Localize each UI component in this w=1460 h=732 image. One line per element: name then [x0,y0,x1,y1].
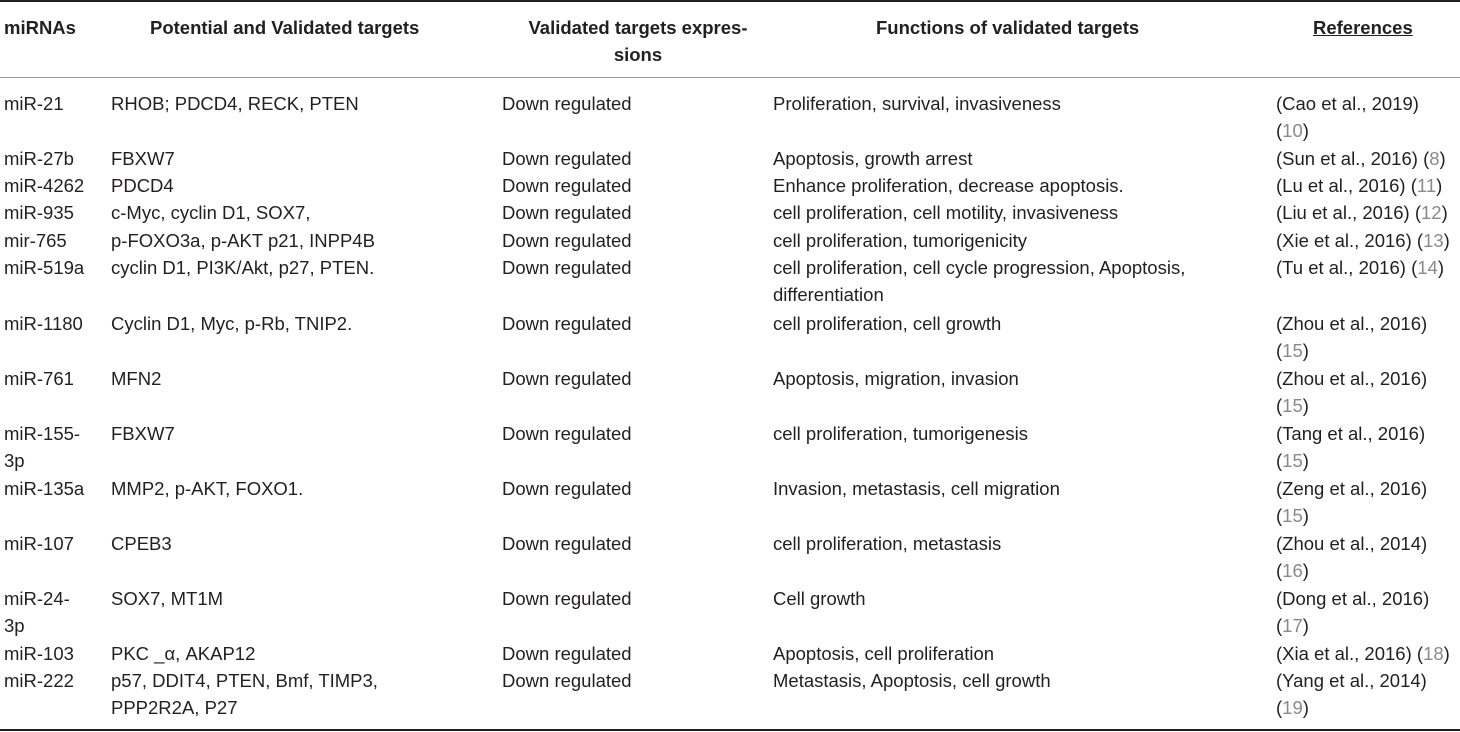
citation-link[interactable]: 11 [1416,175,1437,196]
header-expression [508,14,768,68]
targets-cell [111,310,352,337]
mirna-cell [4,254,84,281]
reference-text: (Liu et al., 2016) [1276,202,1410,223]
citation-link[interactable]: 18 [1423,643,1444,664]
citation-paren: ( [1423,148,1430,169]
citation-paren: ( [1276,505,1283,526]
mirna-cell-line: miR-107 [4,533,74,554]
targets-cell-line: p-FOXO3a, p-AKT p21, INPP4B [111,230,375,251]
expression-cell: Down regulated [502,368,632,389]
functions-cell-line: Proliferation, survival, invasiveness [773,93,1061,114]
reference-text: (Tu et al., 2016) [1276,257,1406,278]
mirna-cell [4,585,70,639]
header-expression-line2: sions [613,44,663,65]
functions-cell-line: cell proliferation, tumorigenesis [773,423,1029,444]
mirna-cell [4,227,67,254]
targets-cell-line: PPP2R2A, P27 [111,697,238,718]
citation-paren: ) [1302,560,1309,581]
citation-link[interactable]: 14 [1417,257,1438,278]
targets-cell [111,199,310,226]
reference-cell [1276,585,1429,639]
targets-cell-line: Cyclin D1, Myc, p-Rb, TNIP2. [111,313,353,334]
mirna-cell-line: miR-519a [4,257,85,278]
targets-cell [111,640,255,667]
functions-cell-line: cell proliferation, cell cycle progression, Apoptosis, [773,257,1186,278]
mirna-cell-line: mir-765 [4,230,67,251]
mirna-cell-line: miR-21 [4,93,64,114]
citation-link[interactable]: 16 [1282,560,1303,581]
citation-paren: ( [1276,697,1283,718]
functions-cell-line: Apoptosis, migration, invasion [773,368,1019,389]
reference-cell [1276,530,1427,584]
citation-paren: ) [1302,120,1309,141]
table-top-rule [0,0,1460,2]
targets-cell-line: RHOB; PDCD4, RECK, PTEN [111,93,359,114]
citation-paren: ) [1302,697,1309,718]
reference-cell [1276,254,1444,281]
mirna-cell [4,145,74,172]
citation-paren: ) [1443,643,1450,664]
targets-cell [111,90,359,117]
reference-cell [1276,199,1448,226]
reference-cell [1276,475,1427,529]
functions-cell-line: cell proliferation, cell motility, invasiveness [773,202,1119,223]
citation-paren: ) [1439,148,1446,169]
reference-text: (Yang et al., 2014) [1276,670,1427,691]
reference-text: (Tang et al., 2016) [1276,423,1426,444]
expression-cell: Down regulated [502,93,632,114]
mirna-cell [4,199,74,226]
targets-cell-line: cyclin D1, PI3K/Akt, p27, PTEN. [111,257,375,278]
reference-cell [1276,420,1425,474]
expression-cell: Down regulated [502,257,632,278]
citation-paren: ) [1302,505,1309,526]
targets-cell-line: FBXW7 [111,148,175,169]
reference-cell [1276,365,1427,419]
expression-cell: Down regulated [502,588,632,609]
citation-paren: ( [1410,175,1417,196]
header-references[interactable]: References [1313,17,1413,38]
citation-link[interactable]: 12 [1421,202,1442,223]
mirna-cell-line: miR-135a [4,478,85,499]
mirna-cell-line: miR-1180 [4,313,83,334]
citation-paren: ) [1302,340,1309,361]
citation-paren: ( [1276,560,1283,581]
citation-paren: ( [1411,257,1418,278]
functions-cell [773,254,1185,308]
reference-text: (Sun et al., 2016) [1276,148,1418,169]
functions-cell-line: cell proliferation, cell growth [773,313,1002,334]
citation-link[interactable]: 19 [1282,697,1303,718]
expression-cell: Down regulated [502,202,632,223]
targets-cell-line: PKC _α, AKAP12 [111,643,256,664]
citation-paren: ( [1276,450,1283,471]
targets-cell [111,667,378,721]
mirna-cell-line: miR-761 [4,368,74,389]
expression-cell: Down regulated [502,670,632,691]
targets-cell-line: SOX7, MT1M [111,588,224,609]
functions-cell-line: Apoptosis, cell proliferation [773,643,995,664]
citation-paren: ) [1302,395,1309,416]
reference-cell [1276,640,1450,667]
citation-paren: ( [1276,615,1283,636]
functions-cell [773,145,972,172]
expression-cell: Down regulated [502,533,632,554]
expression-cell: Down regulated [502,175,632,196]
citation-link[interactable]: 15 [1282,505,1303,526]
mirna-cell-line: miR-222 [4,670,74,691]
expression-cell: Down regulated [502,643,632,664]
header-divider [0,77,1460,78]
reference-text: (Dong et al., 2016) [1276,588,1430,609]
citation-link[interactable]: 13 [1423,230,1444,251]
functions-cell [773,475,1060,502]
citation-paren: ) [1441,202,1448,223]
expression-cell: Down regulated [502,148,632,169]
targets-cell [111,420,175,447]
mirna-cell-line: miR-155- [4,423,81,444]
reference-cell [1276,90,1419,144]
mirna-cell [4,640,74,667]
functions-cell [773,199,1118,226]
citation-link[interactable]: 15 [1282,450,1303,471]
functions-cell [773,310,1001,337]
reference-cell [1276,145,1446,172]
functions-cell-line: Apoptosis, growth arrest [773,148,973,169]
reference-cell [1276,667,1427,721]
functions-cell [773,585,866,612]
reference-text: (Cao et al., 2019) [1276,93,1419,114]
functions-cell [773,90,1061,117]
citation-paren: ( [1416,643,1424,664]
mirna-cell [4,172,84,199]
citation-paren: ( [1276,120,1283,141]
mirna-cell-line: 3p [4,615,25,636]
reference-text: (Lu et al., 2016) [1276,175,1406,196]
functions-cell [773,420,1028,447]
targets-cell [111,585,223,612]
citation-link[interactable]: 17 [1282,615,1303,636]
targets-cell [111,254,374,281]
header-functions: Functions of validated targets [876,17,1140,38]
expression-cell: Down regulated [502,478,632,499]
targets-cell [111,475,303,502]
expression-cell: Down regulated [502,230,632,251]
targets-cell-line: FBXW7 [111,423,175,444]
functions-cell-line: Cell growth [773,588,866,609]
citation-paren: ( [1414,202,1422,223]
targets-cell [111,227,375,254]
citation-link[interactable]: 15 [1282,340,1303,361]
targets-cell-line: p57, DDIT4, PTEN, Bmf, TIMP3, [111,670,378,691]
functions-cell [773,667,1051,694]
functions-cell-line: cell proliferation, metastasis [773,533,1002,554]
targets-cell [111,530,172,557]
citation-paren: ( [1416,230,1424,251]
citation-paren: ) [1443,230,1450,251]
citation-link[interactable]: 15 [1282,395,1303,416]
header-mirnas: miRNAs [4,17,76,38]
targets-cell-line: c-Myc, cyclin D1, SOX7, [111,202,311,223]
expression-cell: Down regulated [502,423,632,444]
functions-cell [773,172,1124,199]
targets-cell [111,145,175,172]
targets-cell-line: MFN2 [111,368,162,389]
targets-cell-line: CPEB3 [111,533,172,554]
targets-cell [111,365,161,392]
reference-cell [1276,227,1450,254]
citation-paren: ) [1436,175,1443,196]
reference-text: (Zhou et al., 2016) [1276,368,1428,389]
functions-cell-line: Enhance proliferation, decrease apoptosis. [773,175,1124,196]
mirna-cell-line: 3p [4,450,25,471]
table-bottom-rule [0,729,1460,731]
functions-cell [773,640,994,667]
citation-paren: ) [1302,615,1309,636]
mirna-cell [4,90,64,117]
reference-text: (Zhou et al., 2016) [1276,313,1428,334]
expression-cell: Down regulated [502,313,632,334]
mirna-cell [4,667,74,694]
mirna-cell [4,475,84,502]
targets-cell-line: MMP2, p-AKT, FOXO1. [111,478,304,499]
functions-cell-line: differentiation [773,284,884,305]
citation-paren: ( [1276,340,1283,361]
functions-cell [773,227,1027,254]
citation-paren: ) [1302,450,1309,471]
functions-cell-line: Metastasis, Apoptosis, cell growth [773,670,1051,691]
reference-text: (Xie et al., 2016) [1276,230,1412,251]
reference-text: (Zhou et al., 2014) [1276,533,1428,554]
header-expression-line1: Validated targets expres- [528,17,748,38]
mirna-cell [4,310,83,337]
mirna-cell-line: miR-24- [4,588,70,609]
citation-link[interactable]: 10 [1282,120,1303,141]
citation-paren: ) [1437,257,1444,278]
reference-text: (Xia et al., 2016) [1276,643,1412,664]
targets-cell [111,172,174,199]
reference-cell [1276,310,1427,364]
citation-paren: ( [1276,395,1283,416]
reference-text: (Zeng et al., 2016) [1276,478,1428,499]
header-targets: Potential and Validated targets [150,17,420,38]
functions-cell-line: Invasion, metastasis, cell migration [773,478,1060,499]
mirna-cell [4,420,80,474]
functions-cell-line: cell proliferation, tumorigenicity [773,230,1027,251]
mirna-cell-line: miR-27b [4,148,74,169]
targets-cell-line: PDCD4 [111,175,174,196]
functions-cell [773,530,1001,557]
reference-cell [1276,172,1442,199]
mirna-cell [4,530,74,557]
mirna-cell-line: miR-103 [4,643,74,664]
functions-cell [773,365,1019,392]
mirna-cell [4,365,74,392]
mirna-cell-line: miR-935 [4,202,74,223]
mirna-cell-line: miR-4262 [4,175,85,196]
citation-link[interactable]: 8 [1429,148,1440,169]
